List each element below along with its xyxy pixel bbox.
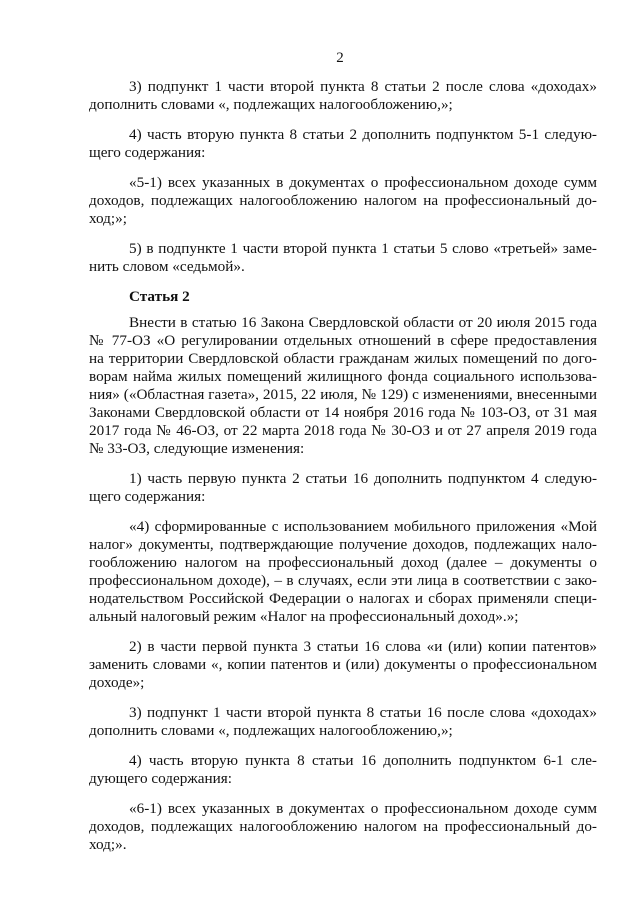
paragraph [89,126,597,162]
paragraph [89,174,597,228]
paragraph-line: 4) часть вторую пункта 8 статьи 16 дополнить подпунктом 6-1 сле- [129,752,597,769]
paragraph-line: «4) сформированные с использованием мобильного приложения «Мой [129,518,597,535]
paragraph [89,314,597,458]
paragraph-line: альный налоговый режим «Налог на профессиональный доход».»; [89,608,519,625]
paragraph-line: Законами Свердловской области от 14 ноября 2016 года № 103-ОЗ, от 31 мая [89,404,597,421]
article-heading: Статья 2 [129,288,190,305]
paragraph-line: 4) часть вторую пункта 8 статьи 2 дополнить подпунктом 5-1 следую- [129,126,597,143]
paragraph-line: доходе»; [89,674,145,691]
paragraph-line: гообложению налогом на профессиональный доход (далее – документы о [89,554,597,571]
paragraph-line: щего содержания: [89,144,206,161]
paragraph-line: ния» («Областная газета», 2015, 22 июля, № 129) с изменениями, внесенными [89,386,597,403]
document-body [89,78,597,866]
paragraph-line: налог» документы, подтверждающие получение доходов, подлежащих нало- [89,536,597,553]
paragraph [89,470,597,506]
paragraph [89,78,597,114]
paragraph-line: 5) в подпункте 1 части второй пункта 1 статьи 5 слово «третьей» заме- [129,240,597,257]
paragraph-line: щего содержания: [89,488,206,505]
paragraph-line: 3) подпункт 1 части второй пункта 8 статьи 16 после слова «доходах» [129,704,597,721]
paragraph-line: дополнить словами «, подлежащих налогообложению,»; [89,722,453,739]
paragraph [89,704,597,740]
paragraph-line: № 33-ОЗ, следующие изменения: [89,440,305,457]
paragraph-line: нодательством Российской Федерации о налогах и сборах применяли специ- [89,590,597,607]
paragraph-line: дополнить словами «, подлежащих налогообложению,»; [89,96,453,113]
paragraph-line: заменить словами «, копии патентов и (или) документы о профессиональном [89,656,597,673]
paragraph-line: доходов, подлежащих налогообложению налогом на профессиональный до- [89,192,597,209]
page-number: 2 [336,50,344,66]
paragraph-line: 2) в части первой пункта 3 статьи 16 слова «и (или) копии патентов» [129,638,597,655]
paragraph-line: доходов, подлежащих налогообложению налогом на профессиональный до- [89,818,597,835]
paragraph [89,800,597,854]
paragraph-line: 2017 года № 46-ОЗ, от 22 марта 2018 года № 30-ОЗ и от 27 апреля 2019 года [89,422,597,439]
article-1-tail [89,78,597,276]
paragraph [89,518,597,626]
paragraph-line: дующего содержания: [89,770,232,787]
paragraph-line: 3) подпункт 1 части второй пункта 8 статьи 2 после слова «доходах» [129,78,597,95]
paragraph [89,638,597,692]
paragraph [89,752,597,788]
paragraph-line: «5-1) всех указанных в документах о профессиональном доходе сумм [129,174,597,191]
article-2-body [89,314,597,854]
paragraph-line: «6-1) всех указанных в документах о профессиональном доходе сумм [129,800,597,817]
paragraph-line: на территории Свердловской области гражданам жилых помещений по дого- [89,350,597,367]
paragraph-line: ход;». [89,836,127,853]
paragraph-line: Внести в статью 16 Закона Свердловской области от 20 июля 2015 года [129,314,597,331]
paragraph [89,240,597,276]
paragraph-line: ход;»; [89,210,127,227]
paragraph-line: нить словом «седьмой». [89,258,245,275]
paragraph-line: ворам найма жилых помещений жилищного фонда социального использова- [89,368,597,385]
paragraph-line: № 77-ОЗ «О регулировании отдельных отношений в сфере предоставления [89,332,597,349]
paragraph-line: профессиональном доходе), – в случаях, если эти лица в соответствии с зако- [89,572,597,589]
paragraph-line: 1) часть первую пункта 2 статьи 16 дополнить подпунктом 4 следую- [129,470,597,487]
